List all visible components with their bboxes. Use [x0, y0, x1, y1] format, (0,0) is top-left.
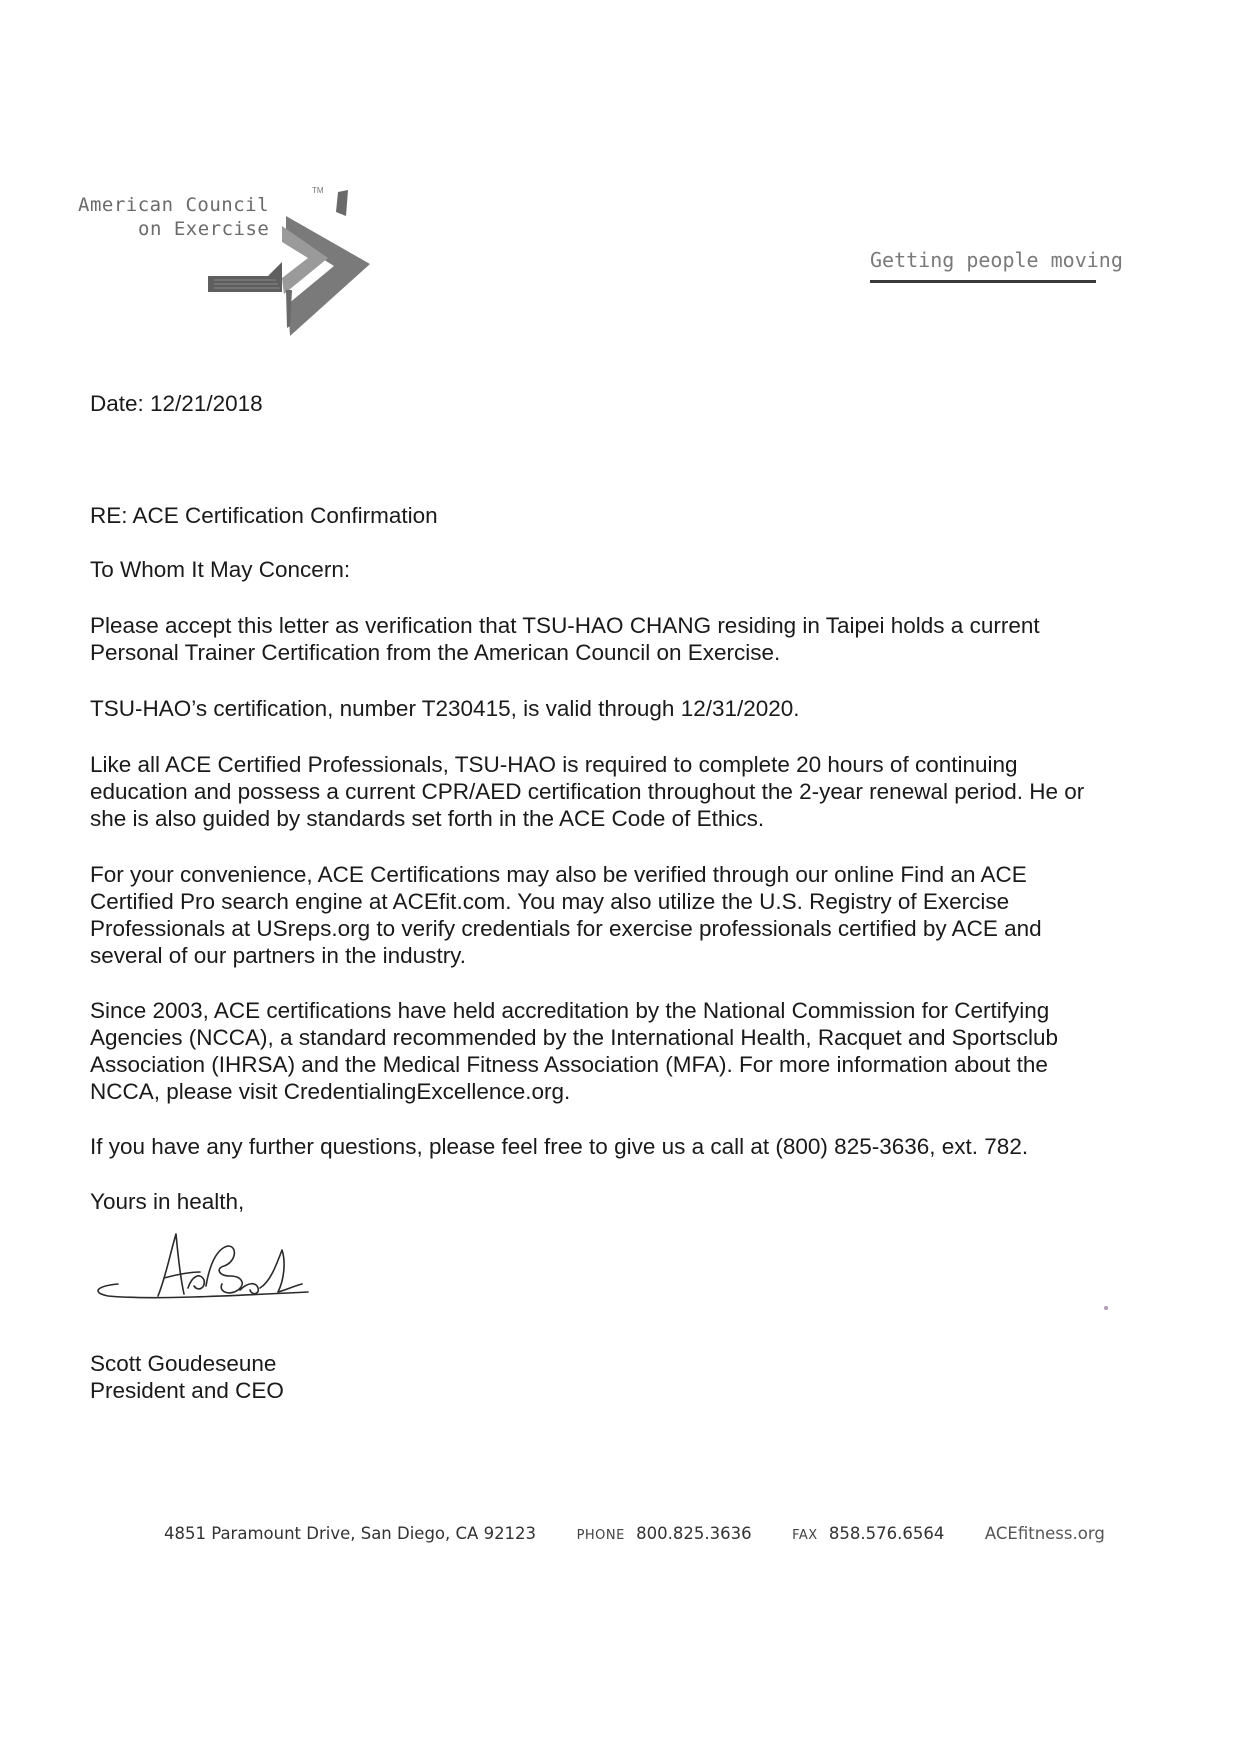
ace-logo	[78, 186, 378, 336]
signer-title: President and CEO	[90, 1378, 284, 1403]
letter-date	[90, 390, 1110, 417]
paragraph-5: Since 2003, ACE certifications have held accreditation by the National Commission for Certifying Agencies (NCCA), a standard recommended by the International Health, Racquet and Sportsclub Association (IHRSA) and the Medical Fitness Association (MFA). For more information about the NCCA, please visit CredentialingExcellence.org.	[90, 998, 1059, 1104]
paragraph-2: TSU-HAO’s certification, number T230415, is valid through 12/31/2020.	[90, 696, 800, 721]
paragraph-accreditation	[90, 997, 1110, 1105]
paragraph-online-verification	[90, 861, 1110, 969]
ace-arrow-logo-icon	[198, 186, 378, 336]
footer-address: 4851 Paramount Drive, San Diego, CA 92123	[164, 1524, 537, 1543]
logo-org-line1: American Council	[78, 194, 270, 216]
paragraph-1: Please accept this letter as verification that TSU-HAO CHANG residing in Taipei holds a current Personal Trainer Certification from the American Council on Exercise.	[90, 613, 1040, 665]
letter-salutation	[90, 556, 1110, 583]
date-text: Date: 12/21/2018	[90, 391, 263, 416]
letter-subject	[90, 502, 1110, 529]
subject-text: RE: ACE Certification Confirmation	[90, 503, 438, 528]
paragraph-4: For your convenience, ACE Certifications may also be verified through our online Find an ACE Certified Pro search engine at ACEfit.com. You may also utilize the U.S. Registry of Exercise Professionals at USreps.org to verify credentials for exercise professionals certified by ACE and several of our partners in the industry.	[90, 862, 1042, 968]
footer-fax: 858.576.6564	[828, 1524, 945, 1543]
logo-trademark: TM	[312, 186, 324, 195]
letterhead-footer	[164, 1524, 1105, 1543]
letter-closing	[90, 1188, 1110, 1215]
paragraph-verification	[90, 612, 1110, 666]
paragraph-3: Like all ACE Certified Professionals, TSU-HAO is required to complete 20 hours of continuing education and possess a current CPR/AED certification throughout the 2-year renewal period. He or she is also guided by standards set forth in the ACE Code of Ethics.	[90, 752, 1085, 831]
tagline: Getting people moving	[870, 248, 1096, 283]
footer-phone: 800.825.3636	[636, 1524, 752, 1543]
footer-fax-label: FAX	[792, 1528, 818, 1543]
signer-name: Scott Goudeseune	[90, 1351, 277, 1376]
salutation-text: To Whom It May Concern:	[90, 557, 351, 582]
handwritten-signature-icon	[88, 1226, 328, 1310]
paragraph-6: If you have any further questions, please feel free to give us a call at (800) 825-3636, ext. 782.	[90, 1134, 1029, 1159]
footer-phone-label: PHONE	[576, 1528, 625, 1543]
closing-text: Yours in health,	[90, 1189, 245, 1214]
paragraph-contact	[90, 1133, 1110, 1160]
signer-block	[90, 1350, 1110, 1404]
paragraph-certification-number	[90, 695, 1110, 722]
logo-org-line2: on Exercise	[138, 218, 270, 240]
scan-speck	[1104, 1306, 1108, 1310]
footer-website: ACEfitness.org	[984, 1524, 1105, 1543]
paragraph-requirements	[90, 751, 1110, 832]
